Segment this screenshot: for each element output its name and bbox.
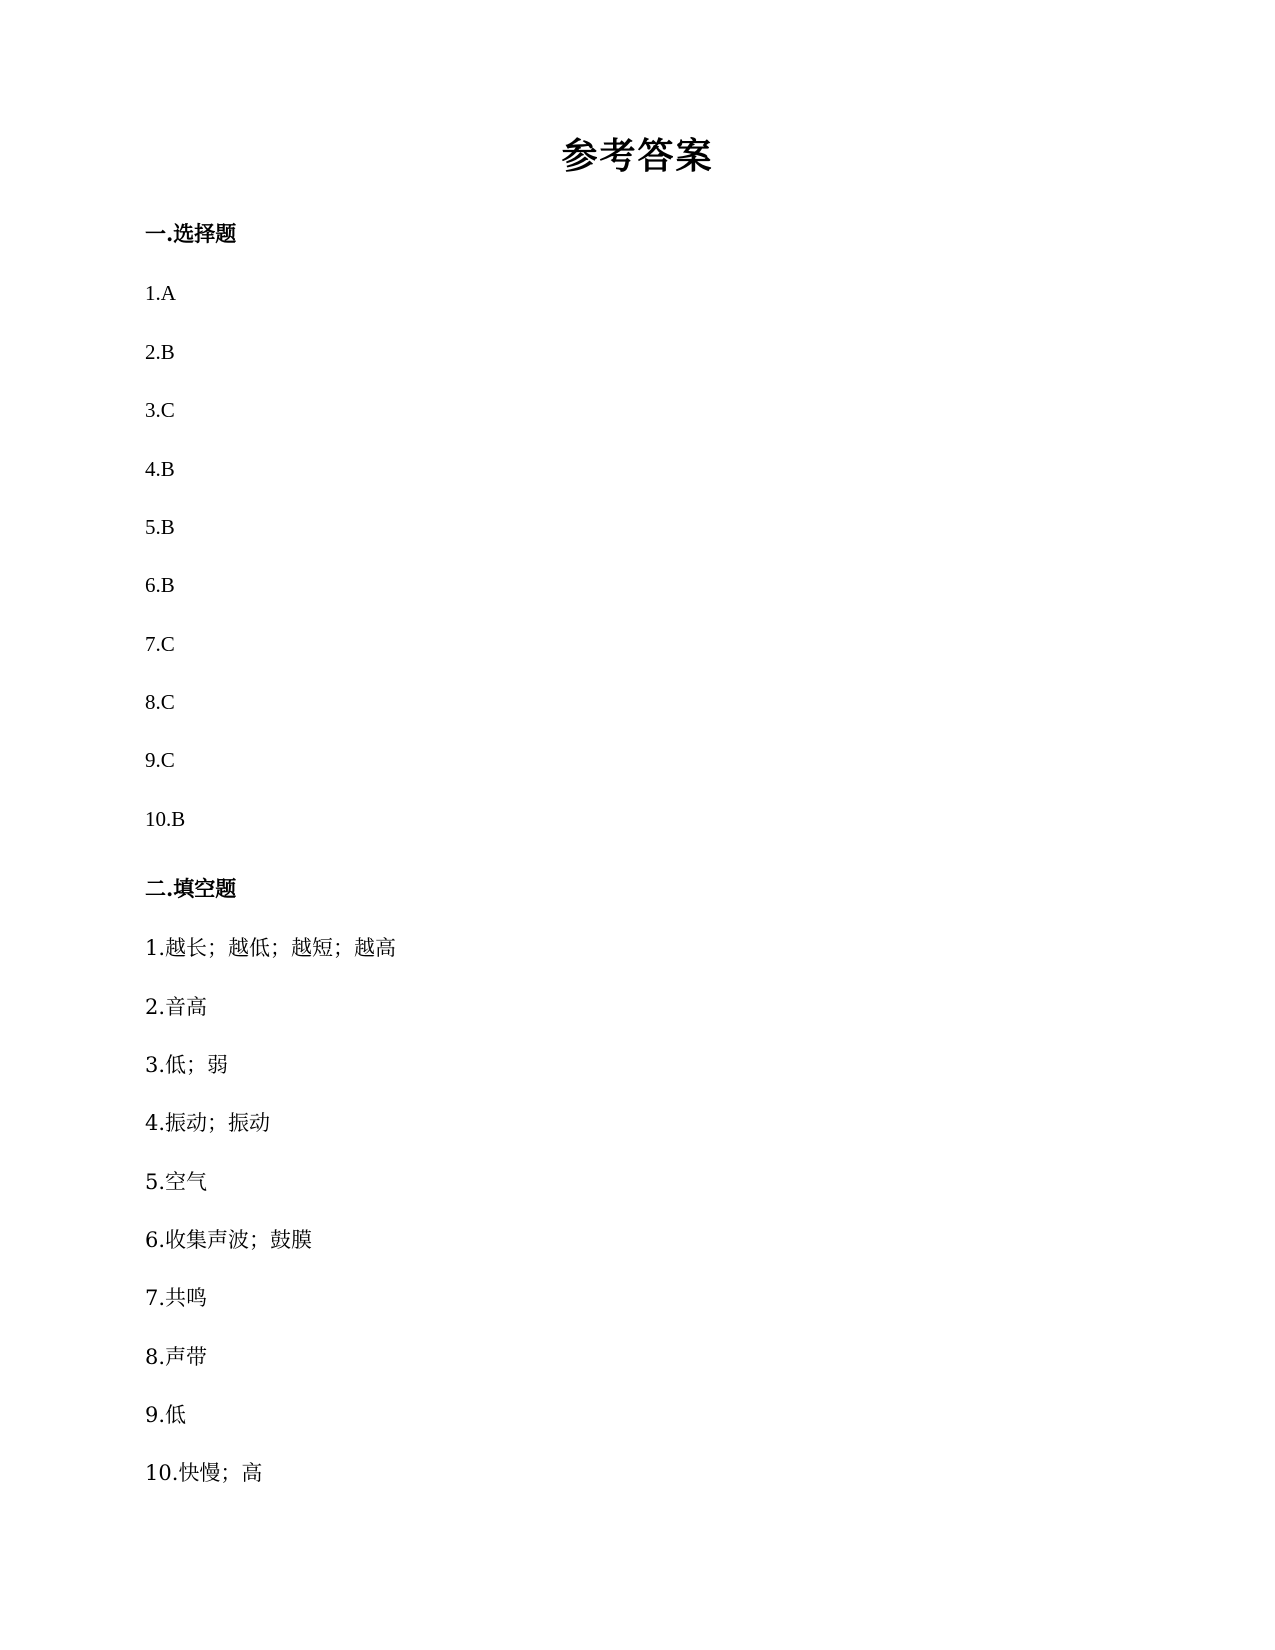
- answer-item: 1.越长；越低；越短；越高: [145, 936, 397, 961]
- answer-item: 3.低；弱: [145, 1052, 229, 1077]
- answer-item: 5.空气: [145, 1169, 208, 1194]
- answer-item: 2.音高: [145, 994, 208, 1019]
- page-title: 参考答案: [561, 135, 714, 177]
- answer-item: 8.声带: [145, 1344, 208, 1369]
- answer-item: 7.C: [145, 631, 175, 656]
- answer-item: 4.振动；振动: [145, 1111, 271, 1136]
- answer-item: 5.B: [145, 514, 175, 539]
- answer-item: 1.A: [145, 281, 176, 306]
- answer-item: 10.快慢；高: [145, 1461, 263, 1486]
- answer-item: 9.低: [145, 1402, 187, 1427]
- answer-item: 9.C: [145, 748, 175, 773]
- answer-item: 2.B: [145, 339, 175, 364]
- answer-item: 10.B: [145, 806, 186, 831]
- answer-item: 3.C: [145, 398, 175, 423]
- answer-item: 6.B: [145, 573, 175, 598]
- answer-item: 4.B: [145, 456, 175, 481]
- answer-item: 8.C: [145, 689, 175, 714]
- answer-item: 7.共鸣: [145, 1286, 208, 1311]
- section-heading-fill-in-blank: 二.填空题: [145, 875, 237, 901]
- answer-item: 6.收集声波；鼓膜: [145, 1227, 313, 1252]
- section-heading-choice: 一.选择题: [145, 221, 237, 247]
